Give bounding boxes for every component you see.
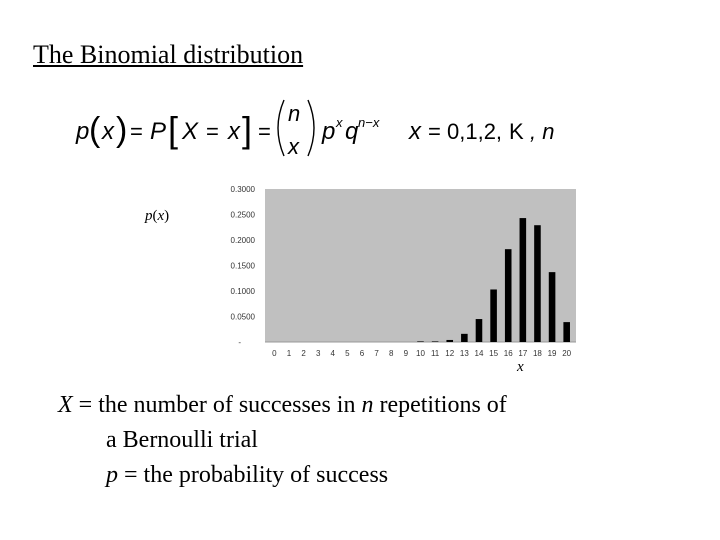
- range-values: 0,1,2,: [447, 119, 503, 144]
- x-tick-label: 17: [518, 349, 528, 358]
- x-tick-label: 4: [330, 349, 336, 358]
- formula-x: x: [228, 118, 240, 145]
- x-tick-label: 14: [474, 349, 484, 358]
- formula-eq2: =: [206, 119, 219, 144]
- plot-area: [265, 189, 576, 342]
- formula-P: P: [150, 118, 167, 145]
- formula-p-base: p: [322, 118, 336, 145]
- y-tick-label: 0.2000: [230, 236, 255, 245]
- range-x: x: [409, 118, 421, 145]
- formula-p-exp: x: [336, 115, 343, 130]
- bar-17: [520, 218, 527, 342]
- x-tick-label: 7: [374, 349, 379, 358]
- bar-12: [446, 340, 453, 342]
- binomial-formula: [72, 92, 572, 162]
- x-tick-label: 11: [430, 349, 440, 358]
- x-tick-label: 15: [489, 349, 499, 358]
- bar-16: [505, 249, 512, 342]
- formula-q-base: q: [345, 118, 359, 145]
- x-tick-label: 20: [562, 349, 572, 358]
- binom-top-n: n: [288, 101, 301, 126]
- bar-19: [549, 272, 556, 342]
- x-tick-label: 1: [286, 349, 292, 358]
- formula-lhs-p: p: [76, 118, 90, 145]
- x-tick-label: 6: [359, 349, 365, 358]
- y-tick-label: -: [238, 338, 241, 347]
- x-tick-label: 9: [403, 349, 409, 358]
- y-tick-label: 0.3000: [230, 185, 255, 194]
- y-tick-label: 0.1000: [230, 287, 255, 296]
- x-axis-label: x: [517, 359, 524, 375]
- bar-11: [432, 341, 439, 342]
- probability-bar-chart: [215, 180, 585, 370]
- range-eq: =: [428, 119, 441, 144]
- y-axis-label: p(x): [145, 208, 170, 224]
- formula-paren-open: (: [89, 111, 101, 149]
- x-tick-label: 12: [445, 349, 455, 358]
- binom-paren-right: [308, 100, 314, 156]
- formula-bracket-open: [: [168, 109, 179, 150]
- x-tick-label: 8: [389, 349, 394, 358]
- x-tick-label: 3: [315, 349, 321, 358]
- formula-bracket-close: ]: [242, 109, 253, 150]
- y-tick-label: 0.2500: [230, 210, 255, 220]
- formula-eq3: =: [258, 119, 271, 144]
- x-tick-label: 13: [459, 349, 469, 358]
- x-tick-label: 10: [416, 349, 425, 358]
- range-ellipsis: K: [509, 119, 524, 144]
- y-tick-label: 0.1500: [230, 261, 255, 271]
- range-n: , n: [530, 119, 555, 144]
- y-tick-label: 0.0500: [230, 312, 255, 322]
- formula-lhs-x: x: [102, 118, 114, 145]
- bar-15: [490, 289, 497, 342]
- bar-20: [563, 322, 570, 342]
- x-tick-label: 18: [532, 349, 542, 358]
- binom-bottom-x: x: [288, 134, 299, 159]
- x-tick-label: 2: [301, 349, 306, 358]
- bar-14: [476, 319, 483, 342]
- formula-q-exp: n−x: [358, 115, 380, 130]
- x-tick-label: 0: [272, 349, 277, 358]
- formula-paren-close: ): [116, 111, 128, 149]
- desc-line-3: p = the probability of success: [106, 462, 389, 488]
- desc-line-1: X = the number of successes in n repetitions of: [58, 392, 507, 418]
- x-tick-label: 19: [547, 349, 557, 358]
- formula-X: X: [182, 118, 199, 145]
- x-tick-label: 16: [503, 349, 513, 358]
- bar-10: [417, 341, 424, 342]
- binom-paren-left: [278, 100, 284, 156]
- x-tick-label: 5: [345, 349, 350, 358]
- description: [58, 388, 507, 493]
- formula-eq1: =: [130, 119, 143, 144]
- bar-18: [534, 225, 541, 342]
- desc-line-2: a Bernoulli trial: [106, 427, 258, 453]
- bar-13: [461, 334, 468, 342]
- slide-title: The Binomial distribution: [33, 40, 304, 69]
